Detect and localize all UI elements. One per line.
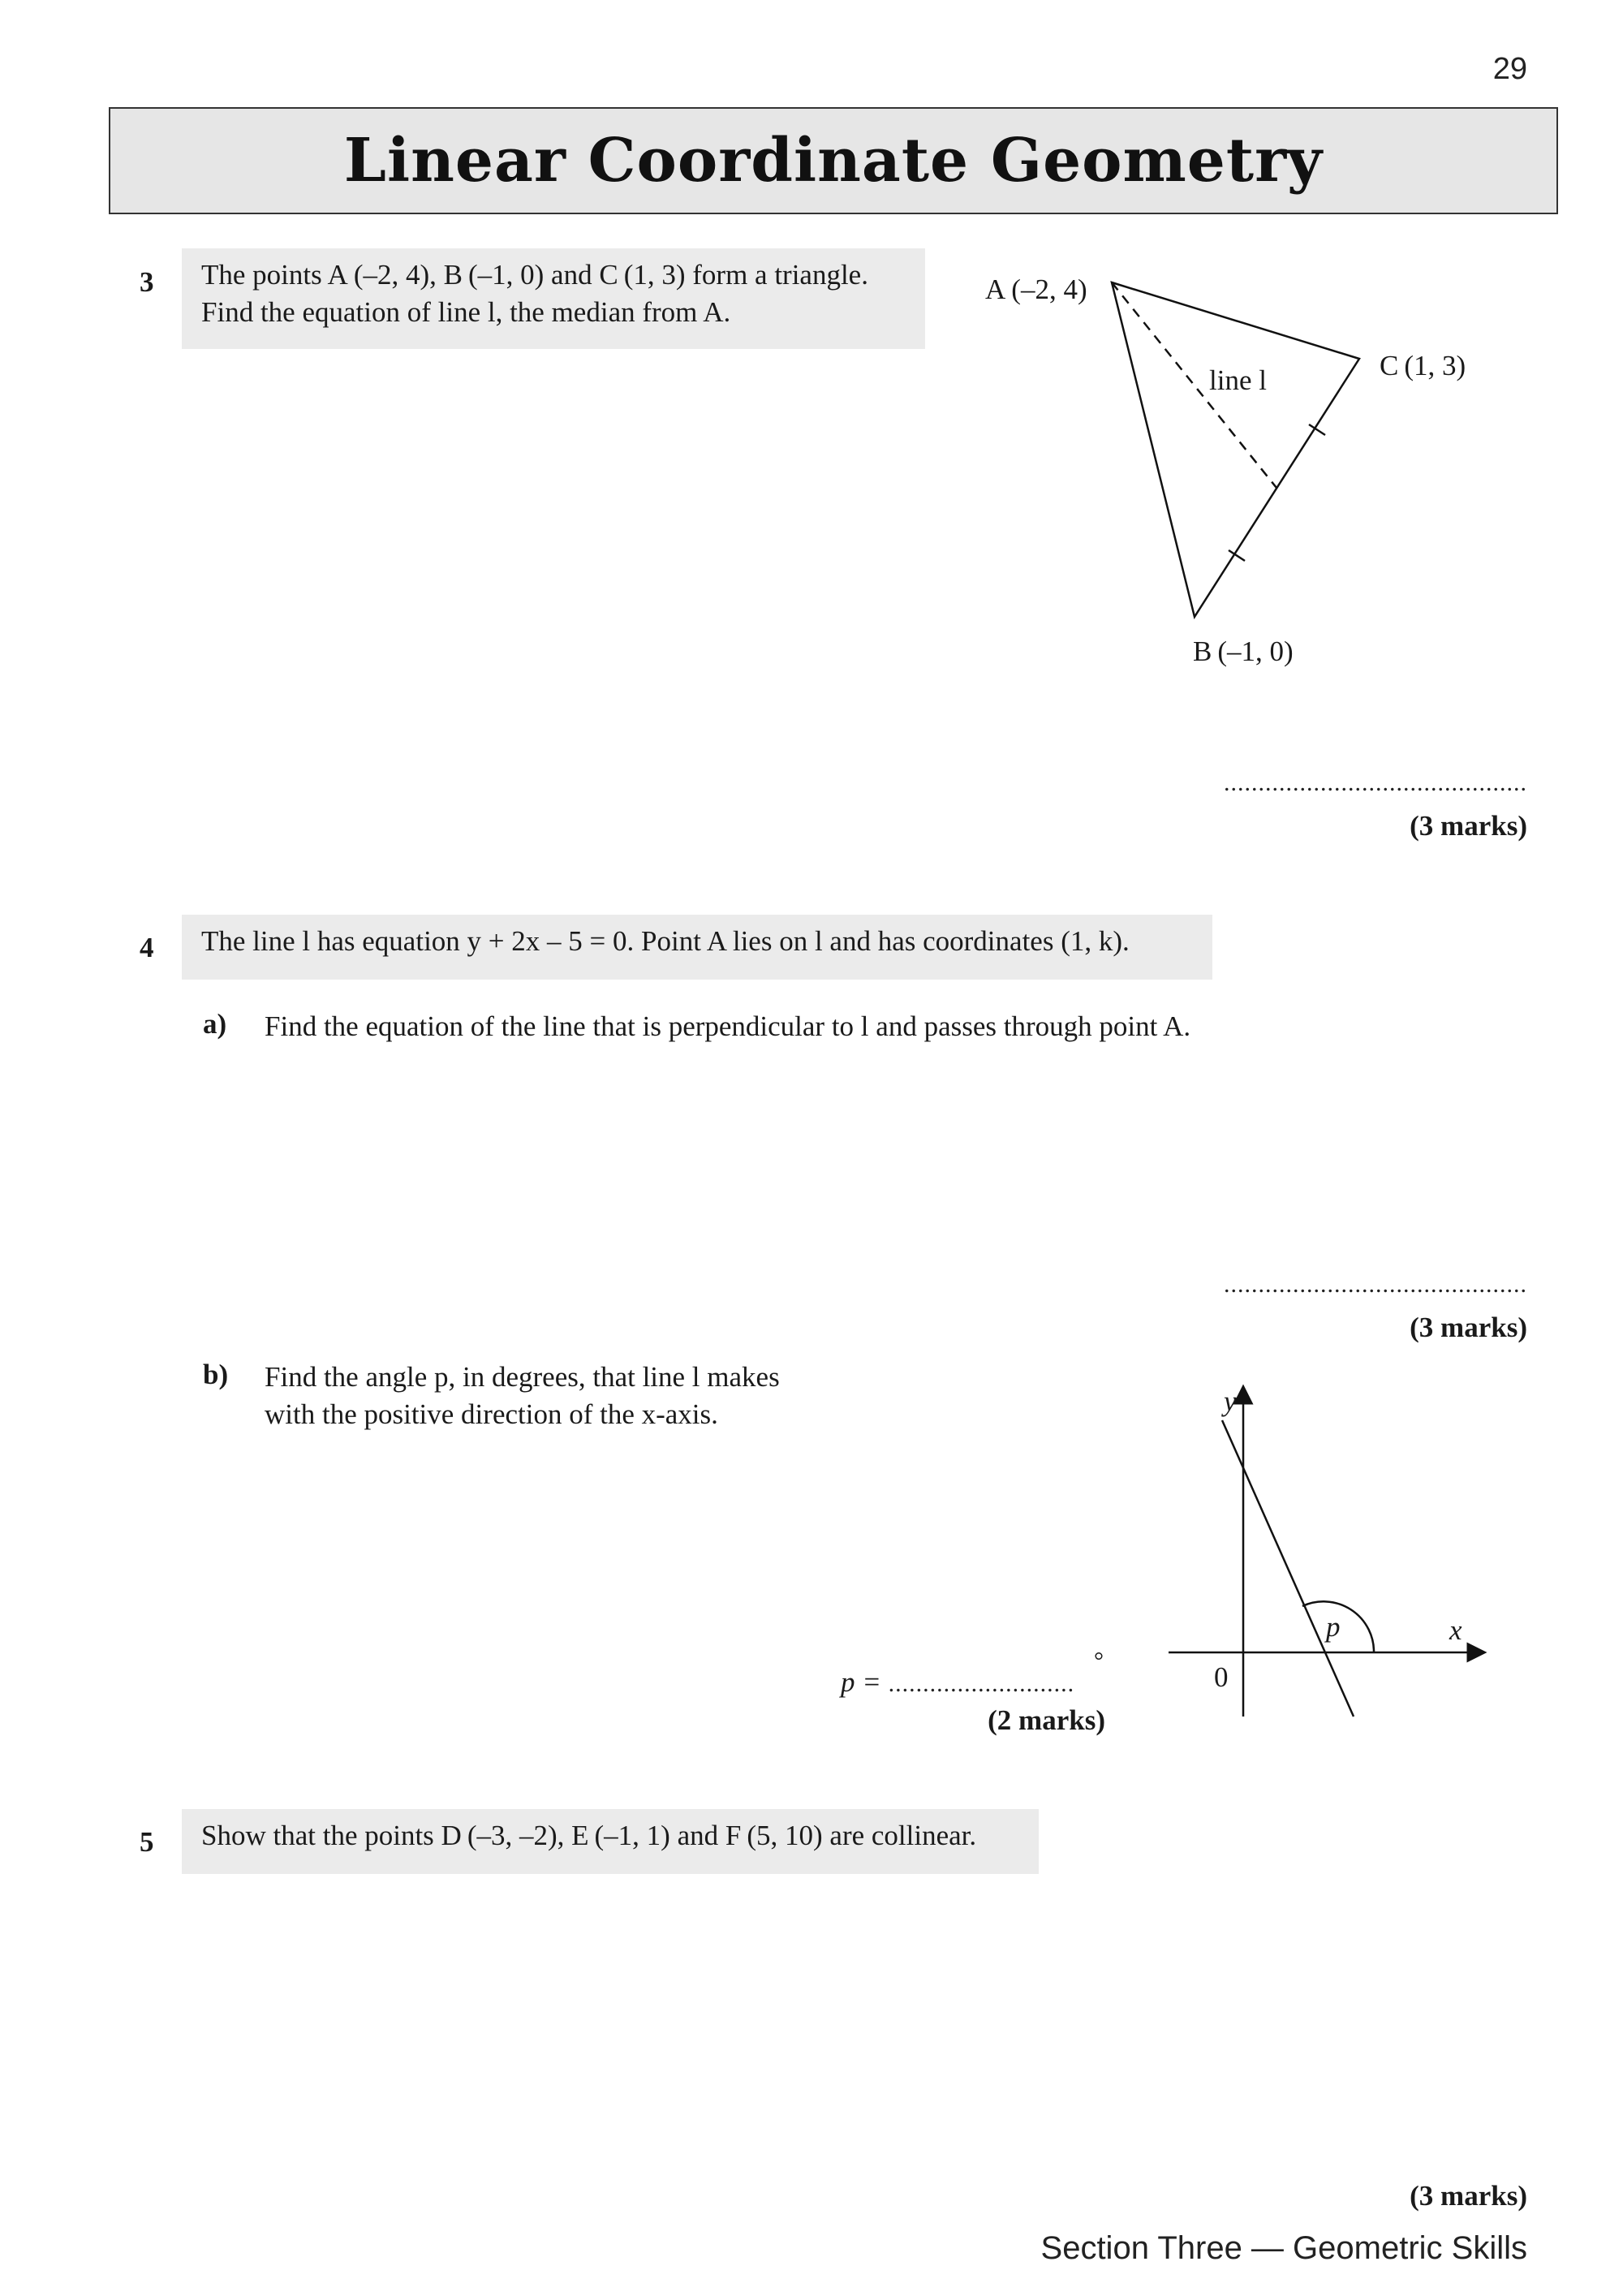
- triangle-diagram: [958, 243, 1493, 682]
- part-b-line-2: with the positive direction of the x-axis.: [265, 1398, 718, 1430]
- y-axis-label: y: [1224, 1385, 1237, 1417]
- origin-label: 0: [1214, 1661, 1229, 1693]
- degree-symbol: °: [1094, 1648, 1104, 1674]
- answer-p-dots[interactable]: ...........................: [888, 1670, 1075, 1697]
- question-number-5: 5: [140, 1826, 154, 1858]
- page-title: Linear Coordinate Geometry: [343, 126, 1324, 196]
- label-point-a: A (–2, 4): [985, 274, 1087, 305]
- part-a-text: Find the equation of the line that is perpendicular to l and passes through point A.: [265, 1010, 1191, 1042]
- marks-q3: (3 marks): [1410, 810, 1527, 842]
- part-b-line-1: Find the angle p, in degrees, that line l makes: [265, 1361, 780, 1393]
- question-number-4: 4: [140, 932, 154, 963]
- question-4-box: [182, 915, 1212, 980]
- answer-p-line[interactable]: [841, 1664, 1074, 1703]
- line-l-graph: [1222, 1420, 1354, 1717]
- answer-line-q4a[interactable]: ............................................: [1224, 1271, 1527, 1298]
- x-axis-label: x: [1449, 1614, 1462, 1646]
- angle-p-label: p: [1326, 1611, 1341, 1643]
- question-5-text: Show that the points D (–3, –2), E (–1, 1) and F (5, 10) are collinear.: [201, 1820, 977, 1851]
- label-point-b: B (–1, 0): [1193, 635, 1294, 667]
- section-footer: Section Three — Geometric Skills: [1040, 2230, 1527, 2266]
- title-banner: [109, 107, 1558, 214]
- question-3-line-2: Find the equation of line l, the median from A.: [201, 296, 731, 328]
- triangle-abc: [1112, 282, 1359, 617]
- question-4-stem: The line l has equation y + 2x – 5 = 0. Point A lies on l and has coordinates (1, k).: [201, 925, 1130, 957]
- question-3-box: [182, 248, 925, 349]
- page-number: 29: [1492, 52, 1527, 86]
- part-b-text: [265, 1359, 780, 1433]
- angle-diagram: [1152, 1372, 1493, 1737]
- question-number-3: 3: [140, 266, 154, 298]
- marks-q4b: (2 marks): [988, 1704, 1105, 1736]
- part-b-label: b): [203, 1359, 229, 1390]
- question-5-box: [182, 1809, 1039, 1874]
- answer-p-prefix: p =: [841, 1666, 889, 1698]
- part-a-label: a): [203, 1008, 227, 1040]
- label-point-c: C (1, 3): [1380, 350, 1466, 381]
- question-3-line-1: The points A (–2, 4), B (–1, 0) and C (1, 3) form a triangle.: [201, 259, 868, 291]
- marks-q5: (3 marks): [1410, 2180, 1527, 2212]
- marks-q4a: (3 marks): [1410, 1312, 1527, 1343]
- label-line-l: line l: [1209, 364, 1267, 396]
- answer-line-q3[interactable]: ............................................: [1224, 769, 1527, 796]
